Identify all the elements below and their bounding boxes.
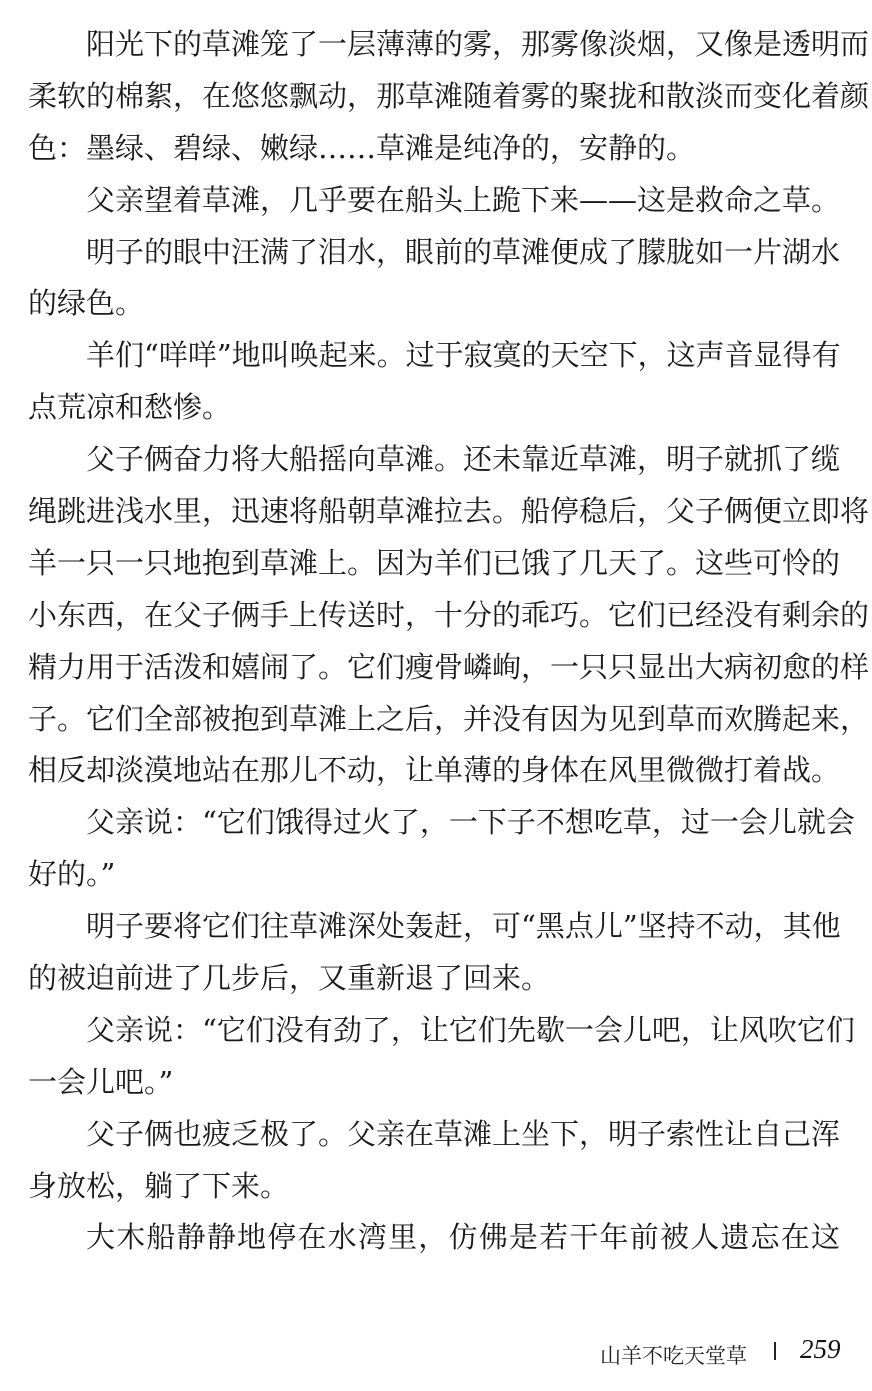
page-body bbox=[28, 19, 870, 1264]
text-line: 羊一只一只地抱到草滩上。因为羊们已饿了几天了。这些可怜的 bbox=[28, 545, 841, 580]
text-line: 点荒凉和愁惨。 bbox=[28, 390, 232, 425]
text-line: 身放松，躺了下来。 bbox=[28, 1168, 290, 1203]
text-line: 阳光下的草滩笼了一层薄薄的雾，那雾像淡烟，又像是透明而 bbox=[86, 27, 870, 61]
footer-separator bbox=[774, 1342, 776, 1360]
text-line: 绳跳进浅水里，迅速将船朝草滩拉去。船停稳后，父子俩便立即将 bbox=[28, 494, 870, 529]
paragraph bbox=[28, 1109, 840, 1213]
running-title: 山羊不吃天堂草 bbox=[600, 1344, 747, 1368]
text-line: 父亲说：“它们饿得过火了，一下子不想吃草，过一会儿就会 bbox=[86, 805, 855, 840]
paragraph bbox=[28, 901, 840, 1005]
paragraph bbox=[28, 227, 840, 331]
text-line: 色：墨绿、碧绿、嫩绿……草滩是纯净的，安静的。 bbox=[28, 130, 696, 165]
text-line: 柔软的棉絮，在悠悠飘动，那草滩随着雾的聚拢和散淡而变化着颜 bbox=[28, 78, 870, 113]
paragraph bbox=[28, 175, 840, 227]
text-line: 精力用于活泼和嬉闹了。它们瘦骨嶙峋，一只只显出大病初愈的样 bbox=[28, 649, 870, 684]
text-line: 大木船静静地停在水湾里，仿佛是若干年前被人遗忘在这 bbox=[86, 1220, 840, 1255]
text-line: 一会儿吧。” bbox=[28, 1064, 174, 1099]
paragraph bbox=[28, 434, 870, 797]
text-line: 父亲望着草滩，几乎要在船头上跪下来——这是救命之草。 bbox=[86, 182, 841, 217]
paragraph bbox=[28, 1005, 855, 1109]
text-line: 子。它们全部被抱到草滩上之后，并没有因为见到草而欢腾起来， bbox=[28, 701, 870, 736]
text-line: 的绿色。 bbox=[28, 286, 145, 321]
page-footer bbox=[0, 1334, 872, 1374]
paragraph bbox=[28, 1212, 840, 1264]
paragraph bbox=[28, 797, 855, 901]
page-number: 259 bbox=[800, 1334, 841, 1364]
text-line: 好的。” bbox=[28, 857, 116, 892]
paragraph bbox=[28, 19, 870, 175]
text-line: 的被迫前进了几步后，又重新退了回来。 bbox=[28, 961, 551, 996]
text-line: 相反却淡漠地站在那儿不动，让单薄的身体在风里微微打着战。 bbox=[28, 753, 841, 788]
text-line: 父子俩也疲乏极了。父亲在草滩上坐下，明子索性让自己浑 bbox=[86, 1116, 841, 1151]
text-line: 父亲说：“它们没有劲了，让它们先歇一会儿吧，让风吹它们 bbox=[86, 1012, 855, 1047]
text-line: 羊们“咩咩”地叫唤起来。过于寂寞的天空下，这声音显得有 bbox=[86, 338, 841, 373]
text-line: 明子的眼中汪满了泪水，眼前的草滩便成了朦胧如一片湖水 bbox=[86, 234, 841, 269]
text-line: 父子俩奋力将大船摇向草滩。还未靠近草滩，明子就抓了缆 bbox=[86, 442, 841, 477]
text-line: 明子要将它们往草滩深处轰赶，可“黑点儿”坚持不动，其他 bbox=[86, 909, 841, 944]
text-line: 小东西，在父子俩手上传送时，十分的乖巧。它们已经没有剩余的 bbox=[28, 597, 870, 632]
paragraph bbox=[28, 330, 840, 434]
